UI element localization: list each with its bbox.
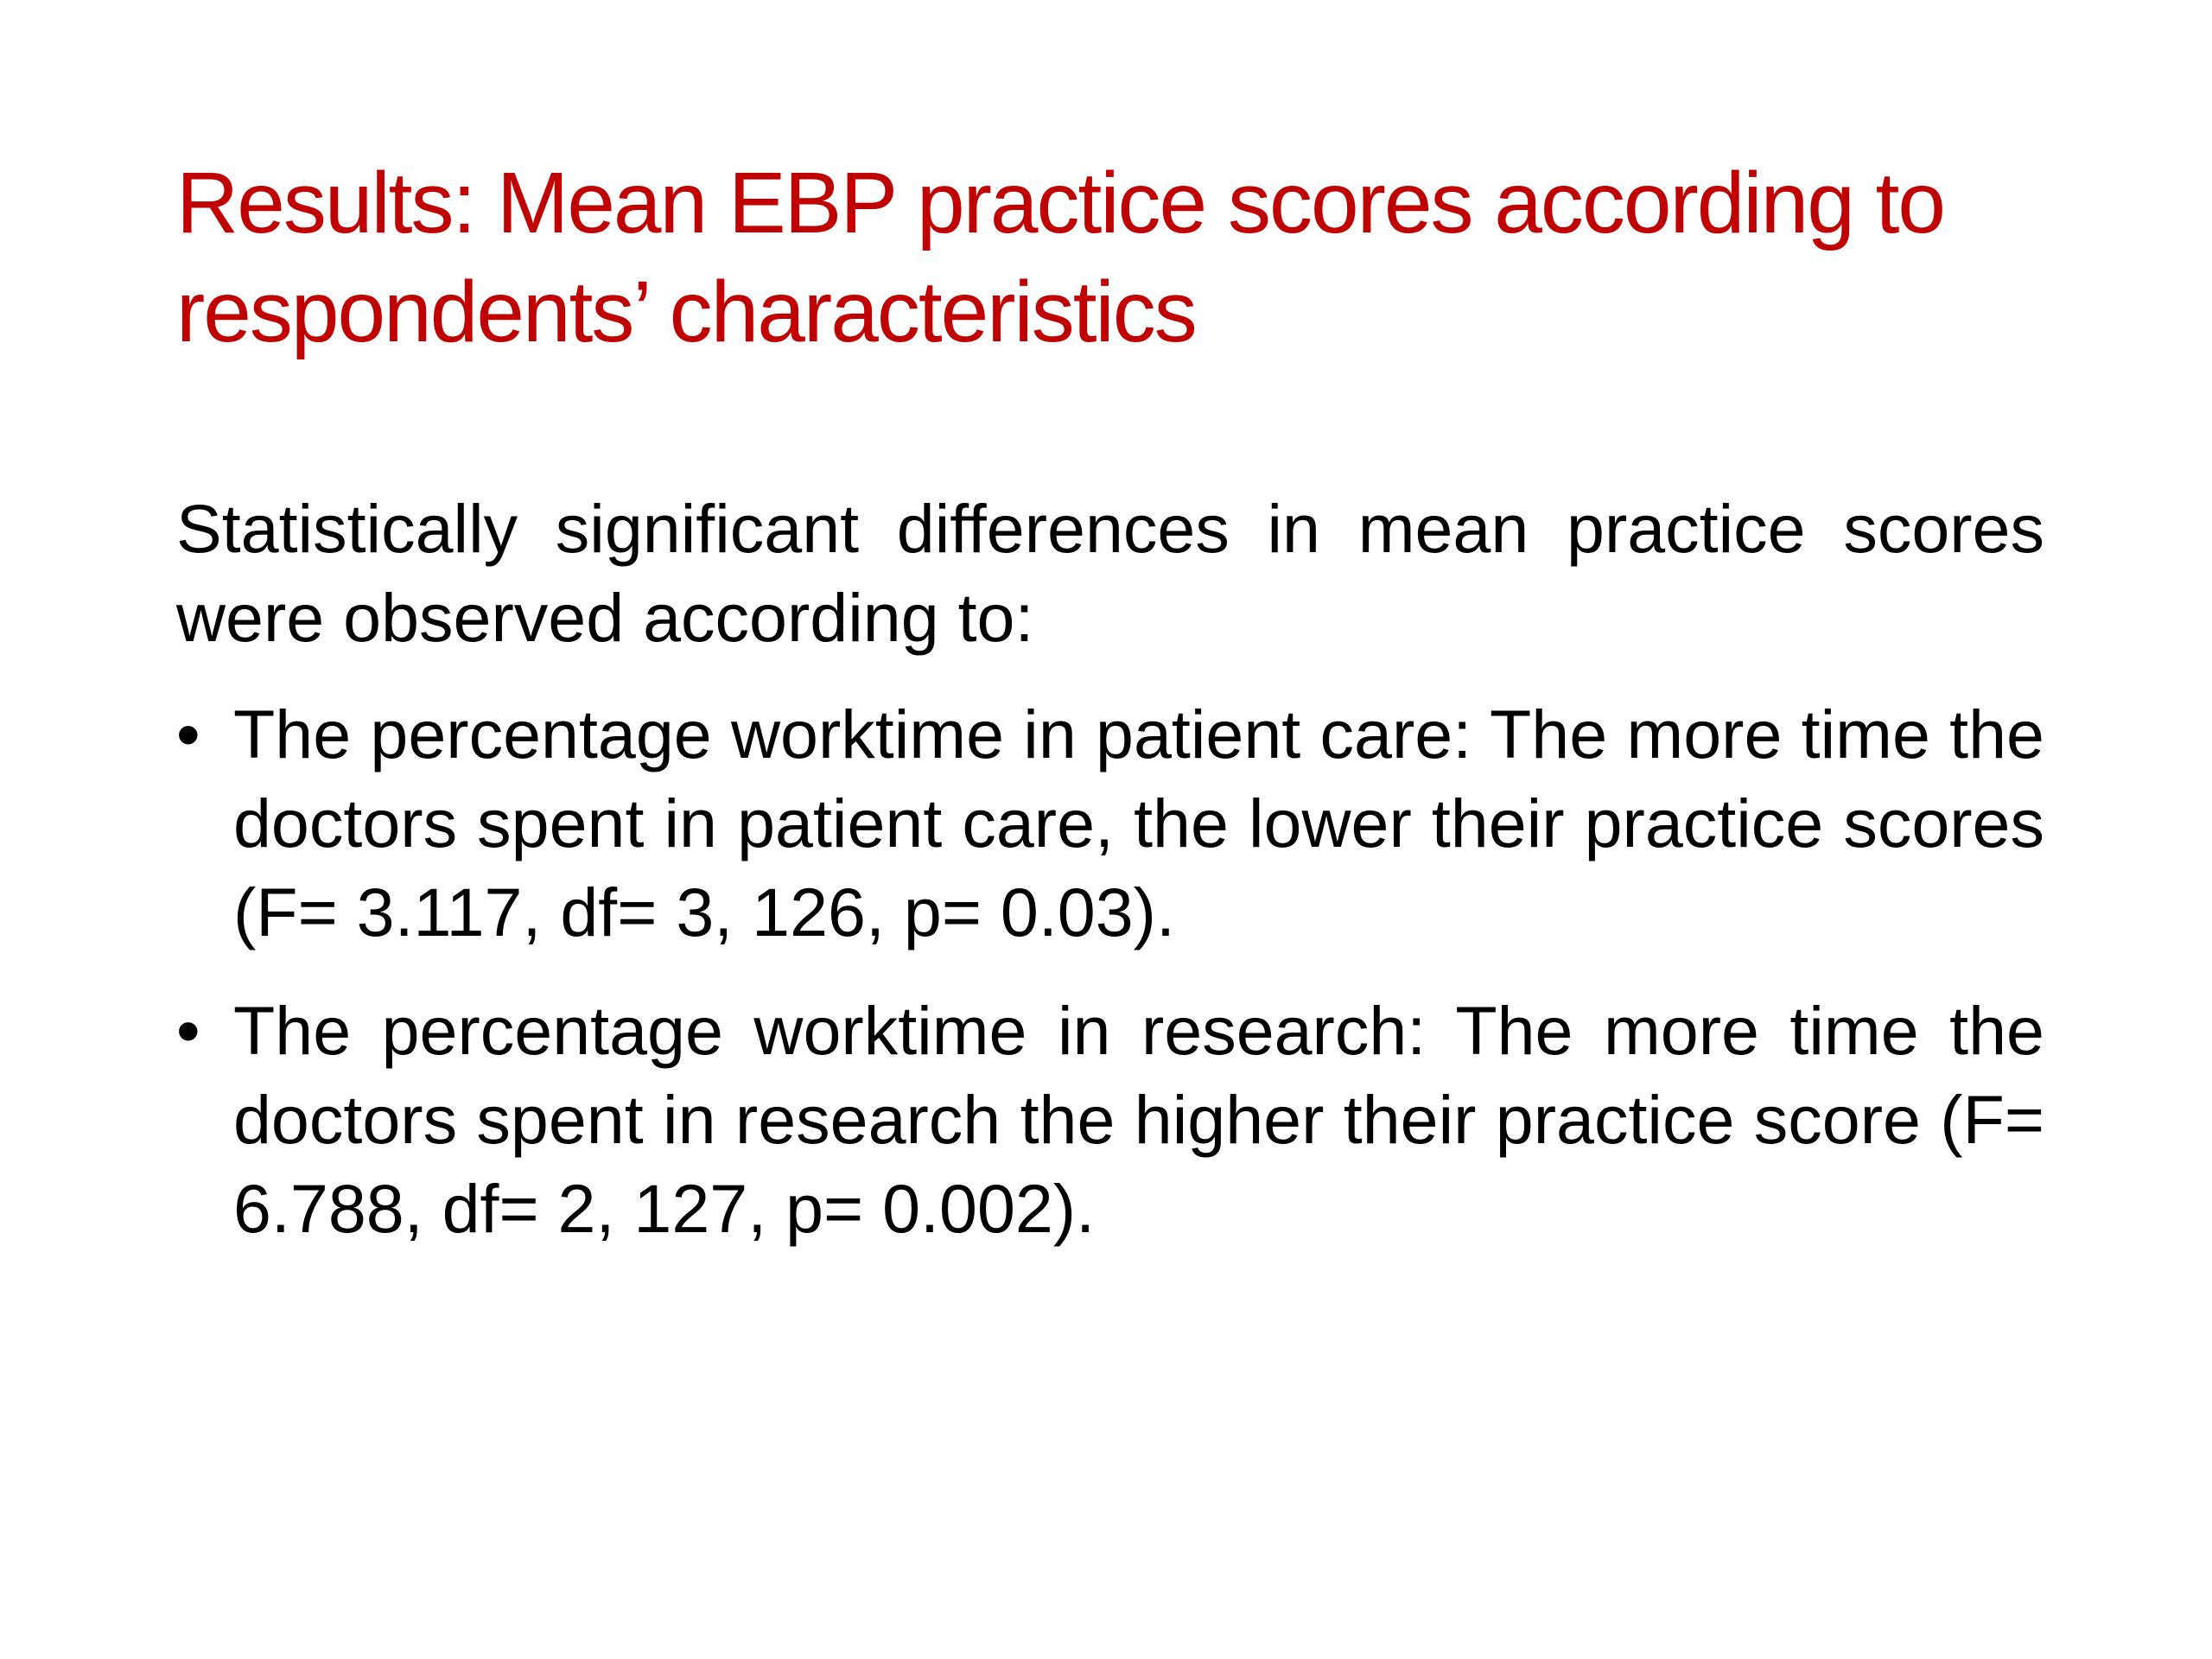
bullet-text-patient-care: The percentage worktime in patient care: The more time the doctors spent in patient care, the lower their practice scores (F= 3.117, df= 3, 126, p= 0.03). — [233, 696, 2044, 950]
bullet-icon: • — [176, 696, 200, 772]
bullet-icon: • — [176, 992, 200, 1069]
slide-body — [176, 484, 2044, 1253]
intro-paragraph: Statistically significant differences in mean practice scores were observed according to: — [176, 490, 2044, 656]
list-item — [176, 986, 2044, 1253]
bullet-list — [176, 690, 2044, 1253]
slide-title: Results: Mean EBP practice scores according to respondents’ characteristics — [176, 155, 1945, 360]
bullet-text-research: The percentage worktime in research: The more time the doctors spent in research the higher their practice score (F= 6.788, df= 2, 127, p= 0.002). — [233, 992, 2044, 1247]
list-item — [176, 690, 2044, 957]
